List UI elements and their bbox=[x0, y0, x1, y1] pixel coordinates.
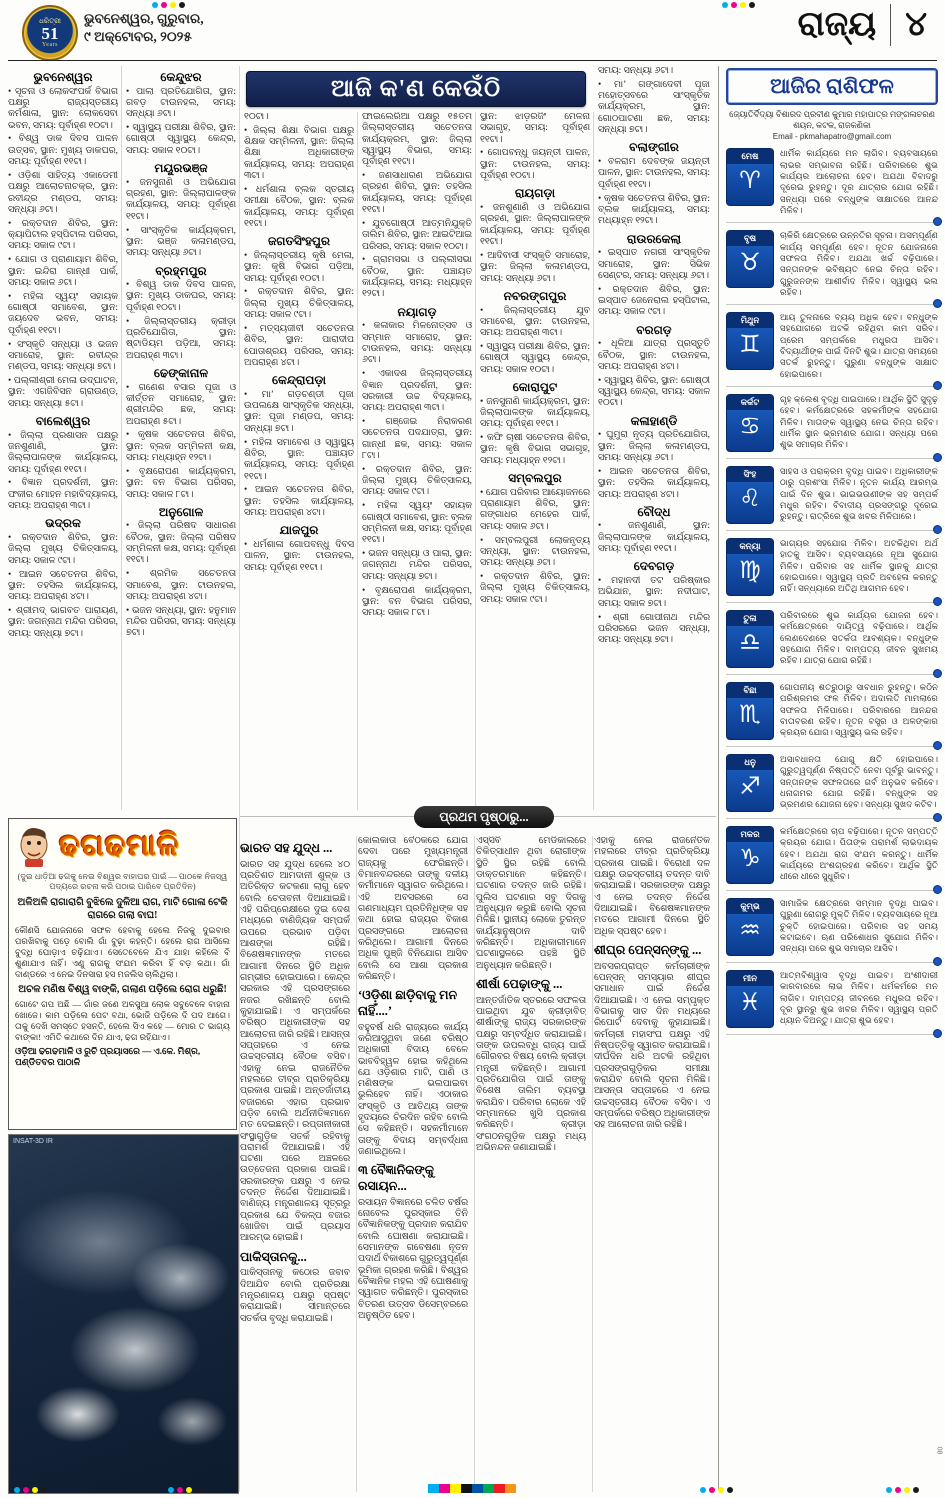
page-code: 08 bbox=[935, 1446, 943, 1455]
humor-title: ଢଗଢମାଳି bbox=[59, 829, 180, 862]
humor-credit: ଓଡ଼ିଆ ଢଗଢମାଳି ଓ ରୁଚି ପ୍ରୟାସରେ — ଏ.କେ. ମିଶ୍ର, ପଣ୍ଡିତବର ପାଠାଳି bbox=[15, 1045, 201, 1067]
horoscope-byline: ଜ୍ୟୋତିର୍ବିଦ୍ୟା ବିଶାରଦ ପ୍ରବୀଣ କୁମାର ମହାପାତ୍ର ମଙ୍ଗଳାଚରଣ ଶୟନ, କଟକ, ରାଜକଣିକା bbox=[729, 110, 935, 131]
horoscope-text: ସାମାଜିକ କ୍ଷେତ୍ରରେ ସମ୍ମାନ ବୃଦ୍ଧି ପାଇବ। ପୁରୁଣା ରୋଗରୁ ମୁକ୍ତି ମିଳିବ। ବ୍ୟବସାୟରେ ନୂଆ ଚୁକ୍ତି ହୋଇପାରେ। ପରିବାର ସହ ସମୟ କଟାଇବେ। ଋଣ ପରିଶୋଧର ସୁଯୋଗ ମିଳିବ। ସନ୍ଧ୍ୟା ପରେ ଶୁଭ ସମାଚାର ଆସିବ। bbox=[780, 898, 938, 954]
listing-item: • ଗଣେଶ ବସାର ପୂଜା ଓ କୀର୍ତ୍ତନ ସମାରୋହ, ସ୍ଥାନ: ଶ୍ରୀମନ୍ଦିର ଛକ, ସମୟ: ଅପରାହ୍ଣ ୫ଟା। bbox=[126, 382, 236, 427]
zodiac-symbol-icon: ♑ bbox=[739, 844, 761, 872]
color-strip-square bbox=[505, 1484, 516, 1493]
district-heading: ନବରଙ୍ଗପୁର bbox=[503, 288, 567, 303]
section-name: ରାଜ୍ୟ bbox=[797, 6, 877, 43]
registration-dot bbox=[709, 1487, 715, 1493]
logo-years-label: Years bbox=[42, 42, 58, 48]
news-subheadline: ଶୀର୍ଷା ପେଢ଼ାଙ୍କୁ ... bbox=[476, 976, 563, 991]
horoscope-title: ଆଜିର ରାଶିଫଳ bbox=[770, 74, 894, 98]
listing-column-2 bbox=[126, 66, 236, 814]
registration-dot bbox=[749, 2, 755, 8]
news-paragraph: ଭାରତ ସହ ଯୁଦ୍ଧ ହେଲେ ୪୦ ପ୍ରତିଶତ ଆମଦାନୀ ଶୁଳ୍କ ଓ ଅତିରିକ୍ତ କଟକଣା ଲାଗୁ ହେବ ବୋଲି ଚେତାବନୀ ଦିଆଯାଇଛି। ଏହି ପରିପ୍ରେକ୍ଷୀରେ ଦୁଇ ଦେଶ ମଧ୍ୟରେ ବାଣିଜ୍ୟିକ ସମ୍ପର୍କ ଉପରେ ପ୍ରଭାବ ପଡ଼ିବା ଆଶଙ୍କା ରହିଛି। ବିଶେଷଜ୍ଞମାନଙ୍କ ମତରେ ଆଗାମୀ ଦିନରେ ସ୍ଥିତି ଅଧିକ ଗମ୍ଭୀର ହୋଇପାରେ। କେନ୍ଦ୍ର ସରକାର ଏହି ପ୍ରସଙ୍ଗରେ ନଜର ରଖିଛନ୍ତି ବୋଲି କୁହାଯାଇଛି। ଏ ସମ୍ପର୍କରେ ବରିଷ୍ଠ ଅଧିକାରୀଙ୍କ ସହ ଆଲୋଚନା ଜାରି ରହିଛି। ଆସନ୍ତା ସପ୍ତାହରେ ଏ ନେଇ ଉଚ୍ଚସ୍ତରୀୟ ବୈଠକ ବସିବ। ଏହାକୁ ନେଇ ରାଜନୈତିକ ମହଲରେ ତୀବ୍ର ପ୍ରତିକ୍ରିୟା ପ୍ରକାଶ ପାଇଛି। ଅନ୍ତର୍ଜାତୀୟ ବଜାରରେ ଏହାର ପ୍ରଭାବ ପଡ଼ିବ ବୋଲି ଅର୍ଥନୀତିଜ୍ଞମାନେ ମତ ଦେଇଛନ୍ତି। ରପ୍ତାନୀକାରୀ ସଂସ୍ଥାଗୁଡ଼ିକ ସତର୍କ ରହିବାକୁ ପରାମର୍ଶ ଦିଆଯାଇଛି। ଏହି ଘଟଣା ପରେ ଅଞ୍ଚଳରେ ଉତ୍ତେଜନା ପ୍ରକାଶ ପାଇଛି। ସରକାରଙ୍କ ପକ୍ଷରୁ ଏ ନେଇ ତଦନ୍ତ ନିର୍ଦ୍ଦେଶ ଦିଆଯାଇଛି। ବାଣିଜ୍ୟ ମନ୍ତ୍ରଣାଳୟ ସୂତ୍ରରୁ ପ୍ରକାଶ ଯେ ବିକଳ୍ପ ବଜାର ଖୋଜିବା ପାଇଁ ପ୍ରୟାସ ଆରମ୍ଭ ହୋଇଛି। bbox=[240, 859, 350, 1244]
registration-dot bbox=[722, 2, 728, 8]
horoscope-entry bbox=[726, 819, 938, 891]
page-number: ୪ bbox=[905, 6, 927, 43]
registration-dot bbox=[179, 2, 185, 8]
listing-item: • ଭଜନ ସନ୍ଧ୍ୟା ଓ ପାଲା, ସ୍ଥାନ: ଜଗନ୍ନାଥ ମନ୍ଦିର ପରିସର, ସମୟ: ସନ୍ଧ୍ୟା ୭ଟା। bbox=[362, 549, 472, 582]
district-heading: ବ୍ରହ୍ମପୁର bbox=[155, 263, 207, 278]
zodiac-name: ମିଥୁନ bbox=[727, 313, 773, 328]
zodiac-symbol-icon: ♈ bbox=[739, 166, 761, 195]
listing-item: • ଧର୍ମଶାଳା ଗୋପବନ୍ଧୁ ଦିବସ ପାଳନ, ସ୍ଥାନ: ଟାଉନହଲ, ସମୟ: ପୂର୍ବାହ୍ଣ ୧୧ଟା। bbox=[244, 540, 354, 573]
listing-item: • ସ୍ୱାସ୍ଥ୍ୟ ପରୀକ୍ଷା ଶିବିର, ସ୍ଥାନ: ଗୋଷ୍ଠୀ ସ୍ୱାସ୍ଥ୍ୟ କେନ୍ଦ୍ର, ସମୟ: ସକାଳ ୧୦ଟା। bbox=[480, 342, 590, 375]
listing-item: • ଜନସୁନାଣି କାର୍ଯ୍ୟକ୍ରମ, ସ୍ଥାନ: ଜିଲ୍ଲାପାଳଙ୍କ କାର୍ଯ୍ୟାଳୟ, ସମୟ: ପୂର୍ବାହ୍ଣ ୧୧ଟା। bbox=[480, 396, 590, 430]
district-heading: ଭଦ୍ରକ bbox=[45, 516, 81, 531]
column-rule bbox=[593, 112, 594, 810]
listing-item: • ଆଇନ ସଚେତନତା ଶିବିର, ସ୍ଥାନ: ତହସିଲ କାର୍ଯ୍ୟାଳୟ, ସମୟ: ଅପରାହ୍ଣ ୪ଟା। bbox=[8, 569, 118, 603]
continuation-column-4 bbox=[594, 836, 710, 1492]
listings-title-banner: ଆଜି କ'ଣ କେଉଁଠି bbox=[246, 71, 586, 107]
district-heading: ରାୟଗଡ଼ା bbox=[514, 186, 556, 201]
horoscope-text: ଆତ୍ମବିଶ୍ୱାସ ବୃଦ୍ଧି ପାଇବ। ଅଂଶୀଦାରୀ କାରବାରରେ ଲାଭ ମିଳିବ। ଧର୍ମକର୍ମରେ ମନ ଲାଗିବ। ଦାମ୍ପତ୍ୟ ଜୀବନରେ ମଧୁରତା ରହିବ। ଦୂର ସ୍ଥାନରୁ ଶୁଭ ଖବର ମିଳିବ। ସ୍ୱାସ୍ଥ୍ୟ ପ୍ରତି ଧ୍ୟାନ ଦିଅନ୍ତୁ। ଯାତ୍ରା ଶୁଭ ହେବ। bbox=[780, 970, 938, 1026]
color-strip-square bbox=[494, 1484, 505, 1493]
district-heading: ବାଲେଶ୍ୱର bbox=[35, 413, 91, 428]
zodiac-icon bbox=[726, 970, 774, 1028]
column-rule bbox=[592, 836, 593, 1492]
registration-dot bbox=[41, 1487, 47, 1493]
listing-item: • ଗଞ୍ଜେଇ ନିରାକରଣ ସଚେତନତା ପଦଯାତ୍ରା, ସ୍ଥାନ: ଗାନ୍ଧୀ ଛକ, ସମୟ: ସକାଳ ୮ଟା। bbox=[362, 417, 472, 461]
news-paragraph: ପାକିସ୍ତାନକୁ କଠୋର ଜବାବ ଦିଆଯିବ ବୋଲି ପ୍ରତିରକ୍ଷା ମନ୍ତ୍ରଣାଳୟ ପକ୍ଷରୁ ସ୍ପଷ୍ଟ କରାଯାଇଛି। ସୀମାନ୍ତରେ ସତର୍କତା ବୃଦ୍ଧି କରାଯାଇଛି। bbox=[240, 1268, 350, 1324]
registration-dot bbox=[170, 2, 176, 8]
horoscope-entry bbox=[726, 603, 938, 675]
horoscope-text: ଆୟ ତୁଳନାରେ ବ୍ୟୟ ଅଧିକ ହେବ। ବନ୍ଧୁଙ୍କ ସହଯୋଗରେ ଅଟକି ରହିଥିବା କାମ ସରିବ। ପ୍ରେମ ସମ୍ପର୍କରେ ମଧୁରତା ଆସିବ। ବିଦ୍ୟାର୍ଥୀଙ୍କ ପାଇଁ ଦିନଟି ଶୁଭ। ଯାତ୍ରା ସମୟରେ ସତର୍କ ରୁହନ୍ତୁ। ପୁରୁଣା ବନ୍ଧୁଙ୍କ ସାକ୍ଷାତ ହୋଇପାରେ। bbox=[780, 312, 938, 379]
color-strip-square bbox=[461, 1484, 472, 1493]
listing-item: • ଜନଶୁଣାଣି, ସ୍ଥାନ: ଜିଲ୍ଲାପାଳଙ୍କ କାର୍ଯ୍ୟାଳୟ, ସମୟ: ପୂର୍ବାହ୍ଣ ୧୧ଟା। bbox=[598, 521, 710, 555]
registration-dot bbox=[161, 2, 167, 8]
humor-verse: ଅଳିଅଳି ରାଗାରାଗି ବୁଝିଲେ ଦୁଳିଆ ରାଗ, ମାଟି ଗୋଳା ଟେକି ରାଗରେ ଗଲା ବାଘ! bbox=[17, 896, 228, 921]
listing-item: • ଆଇନ ସଚେତନତା ଶିବିର, ସ୍ଥାନ: ତହସିଲ କାର୍ଯ୍ୟାଳୟ, ସମୟ: ଅପରାହ୍ଣ ୪ଟା। bbox=[598, 466, 710, 500]
humor-header bbox=[15, 823, 230, 869]
color-strip-square bbox=[483, 1484, 494, 1493]
horoscope-text: କର୍ମକ୍ଷେତ୍ରରେ ଚାପ ବଢ଼ିପାରେ। ନୂତନ ସମ୍ପତ୍ତି କ୍ରୟର ଯୋଗ। ପିତାଙ୍କ ପରାମର୍ଶ ଲାଭଦାୟକ ହେବ। ଅଯଥା ରାଗ ସଂଯମ କରନ୍ତୁ। ଧାର୍ମିକ କାର୍ଯ୍ୟରେ ଅଂଶଗ୍ରହଣ କରିବେ। ଆର୍ଥିକ ସ୍ଥିତି ଧୀରେ ଧୀରେ ସୁଧୁରିବ। bbox=[780, 826, 938, 882]
zodiac-name: କୁମ୍ଭ bbox=[727, 899, 773, 914]
zodiac-name: କର୍କଟ bbox=[727, 395, 773, 410]
listing-item: • ସମ୍ବଲପୁରୀ ଲୋକନୃତ୍ୟ ସନ୍ଧ୍ୟା, ସ୍ଥାନ: ଟାଉନହଲ, ସମୟ: ସନ୍ଧ୍ୟା ୬ଟା। bbox=[480, 535, 590, 569]
column-rule bbox=[475, 112, 476, 810]
horoscope-entry bbox=[726, 675, 938, 747]
registration-dot bbox=[740, 2, 746, 8]
masthead-rule bbox=[8, 60, 937, 61]
listing-item: ସମୟ: ସନ୍ଧ୍ୟା ୬ଟା। bbox=[598, 66, 674, 76]
listing-column-3 bbox=[244, 112, 354, 808]
listing-item: • କୃଷକ ସଚେତନତା ଶିବିର, ସ୍ଥାନ: ବ୍ଲକ କାର୍ଯ୍ୟାଳୟ, ସମୟ: ମଧ୍ୟାହ୍ନ ୧୨ଟା। bbox=[598, 193, 710, 227]
listing-item: • ବିଜ୍ଞାନ ପ୍ରଦର୍ଶନୀ, ସ୍ଥାନ: ଫକୀର ମୋହନ ମହାବିଦ୍ୟାଳୟ, ସମୟ: ଅପରାହ୍ଣ ୩ଟା। bbox=[8, 478, 118, 512]
listing-item: • ଜିଲ୍ଲାସ୍ତରୀୟ କୃଷି ମେଳା, ସ୍ଥାନ: କୃଷି ବିଭାଗ ପଡ଼ିଆ, ସମୟ: ପୂର୍ବାହ୍ଣ ୧୦ଟା। bbox=[244, 250, 354, 284]
listing-item: • ଶ୍ରୀ ଗୋପୀନାଥ ମନ୍ଦିର ପରିସରରେ ଭଜନ ସନ୍ଧ୍ୟା, ସମୟ: ସନ୍ଧ୍ୟା ୭ଟା। bbox=[598, 612, 710, 646]
zodiac-icon bbox=[726, 230, 774, 288]
masthead bbox=[0, 0, 945, 60]
zodiac-name: ମେଷ bbox=[727, 149, 773, 164]
horoscope-entry bbox=[726, 141, 938, 223]
zodiac-icon bbox=[726, 312, 774, 370]
listing-item: • ବିଶ୍ୱ ଡାକ ଦିବସ ପାଳନ ଉତ୍ସବ, ସ୍ଥାନ: ମୁଖ୍ୟ ଡାକଘର, ସମୟ: ପୂର୍ବାହ୍ଣ ୧୧ଟା। bbox=[8, 134, 118, 168]
logo-top-text: ଧରିତ୍ରୀ bbox=[39, 17, 61, 25]
listing-item: • ରକ୍ତଦାନ ଶିବିର, ସ୍ଥାନ: ଇସ୍ପାତ ଜେନେରାଲ ହସ୍ପିଟାଲ, ସମୟ: ସକାଳ ୯ଟା। bbox=[598, 284, 710, 318]
listing-item: • ସାଂସ୍କୃତିକ କାର୍ଯ୍ୟକ୍ରମ, ସ୍ଥାନ: ଭଞ୍ଜ କଳାମଣ୍ଡପ, ସମୟ: ସନ୍ଧ୍ୟା ୬ଟା। bbox=[126, 225, 236, 259]
dateline bbox=[84, 10, 274, 46]
zodiac-symbol-icon: ♉ bbox=[739, 248, 761, 277]
horoscope-text: ଅସାବଧାନତା ଯୋଗୁ କ୍ଷତି ହୋଇପାରେ। ଗୁରୁତ୍ୱପୂର୍ଣ୍ଣ ନିଷ୍ପତ୍ତି ନେବା ପୂର୍ବରୁ ଭାବନ୍ତୁ। ସନ୍ତାନଙ୍କ ସଫଳତାରେ ଗର୍ବ ଅନୁଭବ କରିବେ। ଧନାଗମର ଯୋଗ ରହିଛି। ବନ୍ଧୁଙ୍କ ସହ ଭ୍ରମଣର ଯୋଜନା ହେବ। ସନ୍ଧ୍ୟା ସୁଖଦ କଟିବ। bbox=[780, 754, 938, 810]
zodiac-symbol-icon: ♋ bbox=[739, 412, 761, 440]
listing-item: • ମହିଳା ସମାବେଶ ଓ ସ୍ୱାସ୍ଥ୍ୟ ଶିବିର, ସ୍ଥାନ: ପଞ୍ଚାୟତ କାର୍ଯ୍ୟାଳୟ, ସମୟ: ପୂର୍ବାହ୍ଣ ୧୧ଟା। bbox=[244, 437, 354, 482]
horoscope-text: ଚାକିରି କ୍ଷେତ୍ରରେ ଉନ୍ନତିର ସୂଚନା। ଅସମ୍ପୂର୍ଣ୍ଣ କାର୍ଯ୍ୟ ସମ୍ପୂର୍ଣ୍ଣ ହେବ। ନୂତନ ଯୋଜନାରେ ସଫଳତା ମିଳିବ। ଅଯଥା ଖର୍ଚ୍ଚ ବଢ଼ିପାରେ। ସନ୍ତାନଙ୍କ ଭବିଷ୍ୟତ ନେଇ ଚିନ୍ତା ରହିବ। ଗୁରୁଜନଙ୍କ ଆଶୀର୍ବାଦ ମିଳିବ। ସ୍ୱାସ୍ଥ୍ୟ ଭଲ ରହିବ। bbox=[780, 230, 938, 297]
news-paragraph: ଆନ୍ତର୍ଜାତିକ ସ୍ତରରେ ସଫଳତା ପାଇଥିବା ଯୁବ କ୍ରୀଡ଼ାବିତ୍ ଶୀର୍ଷାଙ୍କୁ ରାଜ୍ୟ ସରକାରଙ୍କ ପକ୍ଷରୁ ସମ୍ବର୍ଦ୍ଧିତ କରାଯାଇଛି। ତାଙ୍କ ଉପଲବ୍ଧି ରାଜ୍ୟ ପାଇଁ ଗୌରବର ବିଷୟ ବୋଲି କ୍ରୀଡ଼ା ମନ୍ତ୍ରୀ କହିଛନ୍ତି। ଆଗାମୀ ପ୍ରତିଯୋଗିତା ପାଇଁ ତାଙ୍କୁ ବିଶେଷ ତାଲିମ ବ୍ୟବସ୍ଥା କରାଯିବ। ପରିବାର ଲୋକେ ଏହି ସମ୍ମାନରେ ଖୁସି ପ୍ରକାଶ କରିଛନ୍ତି। କ୍ରୀଡ଼ା ସଂଗଠନଗୁଡ଼ିକ ପକ୍ଷରୁ ମଧ୍ୟ ଅଭିନନ୍ଦନ ଜଣାଯାଇଛି। bbox=[476, 995, 586, 1153]
registration-marks-bottom-left bbox=[168, 1487, 201, 1493]
registration-marks-top-left bbox=[152, 2, 185, 8]
district-heading: ଅନୁଗୋଳ bbox=[158, 504, 204, 519]
registration-dot bbox=[913, 1487, 919, 1493]
district-heading: କଳାହାଣ୍ଡି bbox=[630, 413, 678, 428]
registration-dot bbox=[718, 1487, 724, 1493]
district-heading: କେନ୍ଦୁଝର bbox=[160, 70, 202, 84]
listing-item: • ଜିଲ୍ଲା ପରିଷଦ ସାଧାରଣ ବୈଠକ, ସ୍ଥାନ: ଜିଲ୍ଲା ପରିଷଦ ସମ୍ମିଳନୀ କକ୍ଷ, ସମୟ: ପୂର୍ବାହ୍ଣ ୧୧ଟା। bbox=[126, 521, 236, 566]
listing-item: • କଫି ଚାଷୀ ସଚେତନତା ଶିବିର, ସ୍ଥାନ: କୃଷି ବିଭାଗ ସଭାଗୃହ, ସମୟ: ମଧ୍ୟାହ୍ନ ୧୨ଟା। bbox=[480, 433, 590, 466]
zodiac-icon bbox=[726, 682, 774, 740]
registration-dot bbox=[895, 1487, 901, 1493]
listing-item: • ଧର୍ମଶାଳା ବ୍ଲକ ସ୍ତରୀୟ ସମୀକ୍ଷା ବୈଠକ, ସ୍ଥାନ: ବ୍ଲକ କାର୍ଯ୍ୟାଳୟ, ସମୟ: ପୂର୍ବାହ୍ଣ ୧୧ଟା। bbox=[244, 184, 354, 229]
listing-item: • ମା’ ଗଡ଼ଚଣ୍ଡୀ ପୂଜା ଉପଲକ୍ଷେ ସାଂସ୍କୃତିକ ସନ୍ଧ୍ୟା, ସ୍ଥାନ: ପୂଜା ମଣ୍ଡପ, ସମୟ: ସନ୍ଧ୍ୟା ୭ଟା। bbox=[244, 389, 354, 434]
registration-marks-bottom-far-left bbox=[14, 1487, 47, 1493]
listing-item: ଫାଇଲେରିଆ ପକ୍ଷରୁ ୧୫ତମ ଜିଲ୍ଲାସ୍ତରୀୟ ସଚେତନତା କାର୍ଯ୍ୟକ୍ରମ, ସ୍ଥାନ: ଜିଲ୍ଲା ସ୍ୱାସ୍ଥ୍ୟ ବିଭାଗ, ସମୟ: ପୂର୍ବାହ୍ଣ ୧୧ଟା। bbox=[362, 112, 472, 168]
registration-dot bbox=[23, 1487, 29, 1493]
news-paragraph: ଏସ୍‌ସିବି ମେଡିକାଲରେ ଚିକିତ୍ସାଧୀନ ଥିବା ରୋଗୀଙ୍କ ସ୍ଥିତି ସ୍ଥିର ରହିଛି ବୋଲି ଡାକ୍ତରମାନେ କହିଛନ୍ତି। ଘଟଣାର ତଦନ୍ତ ଜାରି ରହିଛି। ପୁଲିସ ଘଟଣାର ସବୁ ଦିଗକୁ ଅନୁଧ୍ୟାନ କରୁଛି ବୋଲି ସୂଚନା ମିଳିଛି। ସ୍ଥାନୀୟ ଲୋକେ ତୁରନ୍ତ କାର୍ଯ୍ୟାନୁଷ୍ଠାନ ଦାବି କରିଛନ୍ତି। ଅଧିକାରୀମାନେ ଘଟଣାସ୍ଥଳରେ ପହଞ୍ଚି ସ୍ଥିତି ଅନୁଧ୍ୟାନ କରିଛନ୍ତି। bbox=[476, 836, 586, 971]
listing-item: • ମହିଳା ସ୍ୱୟଂ ସହାୟକ ଗୋଷ୍ଠୀ ସମାବେଶ, ସ୍ଥାନ: ଜୟଦେବ ଭବନ, ସମୟ: ପୂର୍ବାହ୍ଣ ୧୧ଟା। bbox=[8, 291, 118, 336]
horoscope-list bbox=[726, 141, 938, 1035]
listing-item: • ଧୂଳିଆ ଯାତ୍ରା ପ୍ରସ୍ତୁତି ବୈଠକ, ସ୍ଥାନ: ଟାଉନହଲ, ସମୟ: ଅପରାହ୍ଣ ୪ଟା। bbox=[598, 339, 710, 372]
column-rule bbox=[357, 112, 358, 810]
zodiac-icon bbox=[726, 394, 774, 452]
listing-item: ୧୦ଟା। bbox=[244, 112, 269, 122]
dateline-line1: ଭୁବନେଶ୍ୱର, ଗୁରୁବାର, bbox=[84, 11, 204, 26]
logo-years: 51 bbox=[41, 24, 59, 43]
horoscope-entry bbox=[726, 531, 938, 603]
news-paragraph: ରସାୟନ ବିଜ୍ଞାନରେ ଚଳିତ ବର୍ଷର ନୋବେଲ ପୁରସ୍କାର ତିନି ବୈଜ୍ଞାନିକଙ୍କୁ ପ୍ରଦାନ କରାଯିବ ବୋଲି ଘୋଷଣା କରାଯାଇଛି। ସେମାନଙ୍କ ଗବେଷଣା ନୂତନ ପଦାର୍ଥ ବିକାଶରେ ଗୁରୁତ୍ୱପୂର୍ଣ୍ଣ ଭୂମିକା ଗ୍ରହଣ କରିଛି। ବିଶ୍ୱର ବୈଜ୍ଞାନିକ ମହଲ ଏହି ଘୋଷଣାକୁ ସ୍ୱାଗତ କରିଛନ୍ତି। ପୁରସ୍କାର ବିତରଣ ଉତ୍ସବ ଡିସେମ୍ବରରେ ଅନୁଷ୍ଠିତ ହେବ। bbox=[358, 1197, 468, 1321]
listing-item: • ଆଇନ ସଚେତନତା ଶିବିର, ସ୍ଥାନ: ତହସିଲ କାର୍ଯ୍ୟାଳୟ, ସମୟ: ଅପରାହ୍ଣ ୪ଟା। bbox=[244, 485, 354, 519]
district-heading: କେନ୍ଦ୍ରାପଡ଼ା bbox=[271, 373, 327, 388]
listing-item: • ରକ୍ତଦାନ ଶିବିର, ସ୍ଥାନ: ଜିଲ୍ଲା ମୁଖ୍ୟ ଚିକିତ୍ସାଳୟ, ସମୟ: ସକାଳ ୯ଟା। bbox=[8, 533, 118, 566]
listing-item: • ଶ୍ରମିକ ସଚେତନତା ସମାବେଶ, ସ୍ଥାନ: ଟାଉନହଲ, ସମୟ: ଅପରାହ୍ଣ ୪ଟା। bbox=[126, 569, 236, 602]
column-rule bbox=[121, 66, 122, 810]
zodiac-symbol-icon: ♎ bbox=[739, 628, 761, 656]
registration-dot bbox=[186, 1487, 192, 1493]
listing-item: • ଜିଲ୍ଲାସ୍ତରୀୟ କ୍ରୀଡ଼ା ପ୍ରତିଯୋଗିତା, ସ୍ଥାନ: ଷ୍ଟାଡିୟମ ପଡ଼ିଆ, ସମୟ: ଅପରାହ୍ଣ ୩ଟା। bbox=[126, 316, 236, 361]
zodiac-icon bbox=[726, 610, 774, 668]
horoscope-text: ପରିବାରରେ ଶୁଭ କାର୍ଯ୍ୟର ଯୋଜନା ହେବ। କର୍ମକ୍ଷେତ୍ରରେ ଦାୟିତ୍ୱ ବଢ଼ିପାରେ। ଆର୍ଥିକ ଲେଣଦେଣରେ ସତର୍କତା ଆବଶ୍ୟକ। ବନ୍ଧୁଙ୍କ ସହଯୋଗ ମିଳିବ। ଦାମ୍ପତ୍ୟ ଜୀବନ ସୁଖମୟ ରହିବ। ଯାତ୍ରା ଯୋଗ ରହିଛି। bbox=[780, 610, 938, 666]
registration-dot bbox=[14, 1487, 20, 1493]
zodiac-name: ବିଛା bbox=[727, 683, 773, 698]
listing-item: • ଯୋଗ ପରିବାର ଆୟୋଜନରେ ପ୍ରାଣାୟାମ ଶିବିର, ସ୍ଥାନ: ଗଙ୍ଗାଧର ମେହେର ପାର୍କ, ସମୟ: ସକାଳ ୬ଟା। bbox=[480, 487, 590, 532]
horoscope-entry bbox=[726, 459, 938, 531]
zodiac-name: ଧନୁ bbox=[727, 755, 773, 770]
zodiac-name: ତୁଳା bbox=[727, 611, 773, 626]
registration-dot bbox=[904, 1487, 910, 1493]
humor-body: ଗୋଟେ ଗପ ଅଛି — ଗାଁର ଜଣେ ଅଳସୁଆ ଲୋକ ସବୁବେଳେ ବାହାନା ଖୋଜେ। କାମ ପଡ଼ିଲେ ପେଟ ବଥା, ଭୋଜି ପଡ଼ିଲେ ଦି ପଦ ଆଗେ। ତାକୁ ଦେଖି ସମସ୍ତେ ହସନ୍ତି, ହେଲେ ସିଏ କହେ — ମୋର ତ ଭାଗ୍ୟ ବାଙ୍କା! ଏମିତି କଥାରେ ଦିନ ଯାଏ, ଢଗ ରହିଯାଏ। bbox=[15, 998, 230, 1042]
listing-item: • ଜନଶୁଣାଣି ଓ ଅଭିଯୋଗ ଗ୍ରହଣ, ସ୍ଥାନ: ଜିଲ୍ଲାପାଳଙ୍କ କାର୍ଯ୍ୟାଳୟ, ସମୟ: ପୂର୍ବାହ୍ଣ ୧୧ଟା। bbox=[480, 203, 590, 248]
horoscope-entry bbox=[726, 963, 938, 1035]
listing-item: • ମା’ ଗଙ୍ଗାଦେବୀ ପୂଜା ମହୋତ୍ସବରେ ସାଂସ୍କୃତିକ କାର୍ଯ୍ୟକ୍ରମ, ସ୍ଥାନ: ଗୋଠପାଟଣା ଛକ, ସମୟ: ସନ୍ଧ୍ୟା ୭ଟା। bbox=[598, 79, 710, 136]
listing-item: • ଘୁମୁରା ନୃତ୍ୟ ପ୍ରତିଯୋଗିତା, ସ୍ଥାନ: ଜିଲ୍ଲା କଳାମଣ୍ଡପ, ସମୟ: ସନ୍ଧ୍ୟା ୬ଟା। bbox=[598, 430, 710, 464]
registration-marks-top-right bbox=[722, 2, 755, 8]
cartoon-face-icon bbox=[15, 823, 53, 869]
listing-item: • ରକ୍ତଦାନ ଶିବିର, ସ୍ଥାନ: କ୍ୟାପିଟାଲ ହସ୍ପିଟାଲ ପରିସର, ସମୟ: ସକାଳ ୯ଟା। bbox=[8, 218, 118, 252]
continuation-column-1 bbox=[240, 836, 350, 1492]
listing-item: • ଶ୍ରୀମଦ୍ ଭାଗବତ ପାରାୟଣ, ସ୍ଥାନ: ଜଗନ୍ନାଥ ମନ୍ଦିର ପରିସର, ସମୟ: ସନ୍ଧ୍ୟା ୭ଟା। bbox=[8, 606, 118, 639]
listing-item: • ରକ୍ତଦାନ ଶିବିର, ସ୍ଥାନ: ଜିଲ୍ଲା ମୁଖ୍ୟ ଚିକିତ୍ସାଳୟ, ସମୟ: ସକାଳ ୯ଟା। bbox=[362, 464, 472, 498]
listing-item: • ଇସ୍ପାତ ନଗରୀ ସାଂସ୍କୃତିକ ସମାରୋହ, ସ୍ଥାନ: ସିଭିକ ସେଣ୍ଟର, ସମୟ: ସନ୍ଧ୍ୟା ୬ଟା। bbox=[598, 248, 710, 281]
horoscope-text: ଭାଗ୍ୟର ସହଯୋଗ ମିଳିବ। ଅଟକିଥିବା ଅର୍ଥ ହାତକୁ ଆସିବ। ବ୍ୟବସାୟରେ ନୂଆ ସୁଯୋଗ ମିଳିବ। ପରିବାର ସହ ଧାର୍ମିକ ସ୍ଥାନକୁ ଯାତ୍ରା ହୋଇପାରେ। ସ୍ୱାସ୍ଥ୍ୟ ପ୍ରତି ଅବହେଳା କରନ୍ତୁ ନାହିଁ। ସନ୍ଧ୍ୟାରେ ଅତିଥି ଆଗମନ ହେବ। bbox=[780, 538, 938, 594]
color-control-strip bbox=[428, 1484, 516, 1493]
district-heading: ବଲାଙ୍ଗୀର bbox=[629, 140, 679, 155]
horoscope-entry bbox=[726, 223, 938, 305]
registration-dot bbox=[177, 1487, 183, 1493]
humor-intro: (ଦୁଇ ଧାଡ଼ିଆ ଢଗକୁ ନେଇ ବିଶ୍ୱର ବାହାଘର ପାଇଁ — ପାଠକେ ନିଜସ୍ୱ ପଦ୍ୟରେ ରଚନା କରି ପଠାଇ ପାରିବେ ପ୍ରତିଦିନ) bbox=[17, 872, 228, 892]
zodiac-icon bbox=[726, 754, 774, 812]
listing-item: • ବୃକ୍ଷରୋପଣ କାର୍ଯ୍ୟକ୍ରମ, ସ୍ଥାନ: ବନ ବିଭାଗ ପରିସର, ସମୟ: ସକାଳ ୮ଟା। bbox=[126, 466, 236, 500]
horoscope-text: ଗୋପନୀୟ ଶତ୍ରୁଠାରୁ ସାବଧାନ ରୁହନ୍ତୁ। କଠିନ ପରିଶ୍ରମର ଫଳ ମିଳିବ। ଅଦାଲତି ମାମଲାରେ ସଫଳତା ମିଳିପାରେ। ପରିବାରରେ ଆନନ୍ଦର ବାତାବରଣ ରହିବ। ନୂତନ ବସ୍ତ୍ର ଓ ଅଳଙ୍କାର କ୍ରୟର ଯୋଗ। ସ୍ୱାସ୍ଥ୍ୟ ଭଲ ରହିବ। bbox=[780, 682, 938, 738]
zodiac-symbol-icon: ♊ bbox=[739, 330, 761, 359]
anniversary-logo bbox=[22, 5, 78, 61]
horoscope-entry bbox=[726, 891, 938, 963]
horoscope-entry bbox=[726, 747, 938, 819]
humor-verse: ଅଚଳ ମଣିଷ ବିଶ୍ୱ ବାଙ୍କି, ଗଲାଣ ପଡ଼ିଲେ ରୋଗ ଧରୁଛି! bbox=[18, 983, 227, 995]
listing-item: • ଜନସୁନାଣି ଓ ଅଭିଯୋଗ ଗ୍ରହଣ, ସ୍ଥାନ: ଜିଲ୍ଲାପାଳଙ୍କ କାର୍ଯ୍ୟାଳୟ, ସମୟ: ପୂର୍ବାହ୍ଣ ୧୧ଟା। bbox=[126, 177, 236, 222]
listing-item: • ଆଦିବାସୀ ସଂସ୍କୃତି ସମାରୋହ, ସ୍ଥାନ: ଜିଲ୍ଲା କଳାମଣ୍ଡପ, ସମୟ: ସନ୍ଧ୍ୟା ୬ଟା। bbox=[480, 250, 590, 284]
column-rule bbox=[356, 836, 357, 1492]
horoscope-text: ଗୃହ କ୍ଲେଶ ବୃଦ୍ଧି ପାଇପାରେ। ଆର୍ଥିକ ସ୍ଥିତି ସୁଦୃଢ଼ ହେବ। କର୍ମକ୍ଷେତ୍ରରେ ସହକର୍ମୀଙ୍କ ସହଯୋଗ ମିଳିବ। ମାତାଙ୍କ ସ୍ୱାସ୍ଥ୍ୟ ନେଇ ଚିନ୍ତା ରହିବ। ଧାର୍ମିକ ସ୍ଥାନ ଭ୍ରମଣର ଯୋଗ। ସନ୍ଧ୍ୟା ପରେ ଶୁଭ ସମାଚାର ମିଳିବ। bbox=[780, 394, 938, 450]
zodiac-name: ସିଂହ bbox=[727, 467, 773, 482]
district-heading: ଭୁବନେଶ୍ୱର bbox=[33, 70, 93, 84]
registration-dot bbox=[727, 1487, 733, 1493]
district-heading: ବୌଦ୍ଧ bbox=[637, 504, 671, 519]
listing-item: • ଯୁବଗୋଷ୍ଠୀ ଆତ୍ମନିଯୁକ୍ତି ତାଲିମ ଶିବିର, ସ୍ଥାନ: ଆଇଟିଆଇ ପରିସର, ସମୟ: ସକାଳ ୧୦ଟା। bbox=[362, 218, 472, 252]
registration-marks-bottom-right bbox=[700, 1487, 733, 1493]
humor-column bbox=[8, 818, 237, 1130]
listing-item: • କୃଷକ ସଚେତନତା ଶିବିର, ସ୍ଥାନ: ବ୍ଲକ ସମ୍ମିଳନୀ କକ୍ଷ, ସମୟ: ମଧ୍ୟାହ୍ନ ୧୨ଟା। bbox=[126, 430, 236, 464]
zodiac-icon bbox=[726, 898, 774, 956]
news-paragraph: ଅବସରପ୍ରାପ୍ତ କର୍ମଚାରୀଙ୍କ ପେନ୍‌ସନ୍ ସମସ୍ୟାର ଶୀଘ୍ର ସମାଧାନ ପାଇଁ ନିର୍ଦ୍ଦେଶ ଦିଆଯାଇଛି। ଏ ନେଇ ସମ୍ପୃକ୍ତ ବିଭାଗକୁ ସାତ ଦିନ ମଧ୍ୟରେ ରିପୋର୍ଟ ଦେବାକୁ କୁହାଯାଇଛି। କର୍ମଚାରୀ ମହାସଂଘ ପକ୍ଷରୁ ଏହି ନିଷ୍ପତ୍ତିକୁ ସ୍ୱାଗତ କରାଯାଇଛି। ଦୀର୍ଘଦିନ ଧରି ଅଟକି ରହିଥିବା ପ୍ରସଙ୍ଗଗୁଡ଼ିକର ସମୀକ୍ଷା କରାଯିବ ବୋଲି ସୂଚନା ମିଳିଛି। ଆସନ୍ତା ସପ୍ତାହରେ ଏ ନେଇ ଉଚ୍ଚସ୍ତରୀୟ ବୈଠକ ବସିବ। ଏ ସମ୍ପର୍କରେ ବରିଷ୍ଠ ଅଧିକାରୀଙ୍କ ସହ ଆଲୋଚନା ଜାରି ରହିଛି। bbox=[594, 961, 710, 1131]
column-rule bbox=[474, 836, 475, 1492]
listing-column-5 bbox=[480, 112, 590, 808]
news-subheadline: ଶୀଘ୍ର ପେନ୍‌ସନ୍‌ଙ୍କୁ ... bbox=[594, 942, 702, 957]
listing-item: • ଗୋପବନ୍ଧୁ ଜୟନ୍ତୀ ପାଳନ, ସ୍ଥାନ: ଟାଉନହଲ, ସମୟ: ପୂର୍ବାହ୍ଣ ୧୦ଟା। bbox=[480, 148, 590, 182]
listing-item: • ଜିଲ୍ଲା ଶିକ୍ଷା ବିଭାଗ ପକ୍ଷରୁ ଶିକ୍ଷକ ସମ୍ମିଳନୀ, ସ୍ଥାନ: ଜିଲ୍ଲା ଶିକ୍ଷା ଅଧିକାରୀଙ୍କ କାର୍ଯ୍ୟାଳୟ, ସମୟ: ଅପରାହ୍ଣ ୩ଟା। bbox=[244, 125, 354, 182]
zodiac-icon bbox=[726, 148, 774, 206]
horoscope-section bbox=[726, 68, 938, 1035]
listing-item: ସ୍ଥାନ: ଝାଡ଼ରଜିଂ ମେଳନା ସଭାଗୃହ, ସମୟ: ପୂର୍ବାହ୍ଣ ୧୧ଟା। bbox=[480, 112, 590, 145]
district-heading: କୋରାପୁଟ bbox=[512, 379, 558, 394]
listing-item: • ଓଡ଼ିଶା ସାହିତ୍ୟ ଏକାଡେମୀ ପକ୍ଷରୁ ଆଲୋଚନାଚକ୍ର, ସ୍ଥାନ: ରବୀନ୍ଦ୍ର ମଣ୍ଡପ, ସମୟ: ସନ୍ଧ୍ୟା ୬ଟା। bbox=[8, 170, 118, 215]
listing-item: • ଜଣସାଧାରଣ ଅଭିଯୋଗ ଗ୍ରହଣ ଶିବିର, ସ୍ଥାନ: ତହସିଲ କାର୍ଯ୍ୟାଳୟ, ସମୟ: ପୂର୍ବାହ୍ଣ ୧୧ଟା। bbox=[362, 171, 472, 216]
district-heading: ରାଉରକେଲା bbox=[626, 231, 682, 246]
district-heading: ସମ୍ବଲପୁର bbox=[508, 471, 562, 486]
news-paragraph: ଏହାକୁ ନେଇ ରାଜନୈତିକ ମହଲରେ ତୀବ୍ର ପ୍ରତିକ୍ରିୟା ପ୍ରକାଶ ପାଇଛି। ବିରୋଧୀ ଦଳ ପକ୍ଷରୁ ଉଚ୍ଚସ୍ତରୀୟ ତଦନ୍ତ ଦାବି କରାଯାଇଛି। ସରକାରଙ୍କ ପକ୍ଷରୁ ଏ ନେଇ ତଦନ୍ତ ନିର୍ଦ୍ଦେଶ ଦିଆଯାଇଛି। ବିଶେଷଜ୍ଞମାନଙ୍କ ମତରେ ଆଗାମୀ ଦିନରେ ସ୍ଥିତି ଅଧିକ ସ୍ପଷ୍ଟ ହେବ। bbox=[594, 836, 710, 937]
listing-item: • ଗ୍ରାମସଭା ଓ ପଲ୍ଲୀସଭା ବୈଠକ, ସ୍ଥାନ: ପଞ୍ଚାୟତ କାର୍ଯ୍ୟାଳୟ, ସମୟ: ମଧ୍ୟାହ୍ନ ୧୨ଟା। bbox=[362, 255, 472, 300]
listing-item: • ମତ୍ସ୍ୟଜୀବୀ ସଚେତନତା ଶିବିର, ସ୍ଥାନ: ପାରାଦୀପ ପୋତାଶ୍ରୟ ପରିସର, ସମୟ: ଅପରାହ୍ଣ ୪ଟା। bbox=[244, 323, 354, 368]
zodiac-name: ମକର bbox=[727, 827, 773, 842]
listing-item: • ପଲ୍ଲୀଶ୍ରୀ ମେଳା ଉଦ୍‌ଘାଟନ, ସ୍ଥାନ: ଏଗଜିବିସନ ଗ୍ରାଉଣ୍ଡ, ସମୟ: ସନ୍ଧ୍ୟା ୫ଟା। bbox=[8, 376, 118, 409]
listing-item: • ବୃକ୍ଷରୋପଣ କାର୍ଯ୍ୟକ୍ରମ, ସ୍ଥାନ: ବନ ବିଭାଗ ପରିସର, ସମୟ: ସକାଳ ୮ଟା। bbox=[362, 585, 472, 619]
zodiac-icon bbox=[726, 466, 774, 524]
section-divider bbox=[890, 4, 891, 46]
district-heading: ଦେବଗଡ଼ bbox=[633, 559, 675, 574]
listing-item: • ରକ୍ତଦାନ ଶିବିର, ସ୍ଥାନ: ଜିଲ୍ଲା ମୁଖ୍ୟ ଚିକିତ୍ସାଳୟ, ସମୟ: ସକାଳ ୯ଟା। bbox=[480, 572, 590, 605]
registration-dot bbox=[195, 1487, 201, 1493]
listing-item: • ଭଜନ ସନ୍ଧ୍ୟା, ସ୍ଥାନ: ହନୁମାନ ମନ୍ଦିର ପରିସର, ସମୟ: ସନ୍ଧ୍ୟା ୭ଟା। bbox=[126, 605, 236, 639]
color-strip-square bbox=[428, 1484, 439, 1493]
listing-item: • ଏକାଦଶ ଜିଲ୍ଲାସ୍ତରୀୟ ବିଜ୍ଞାନ ପ୍ରଦର୍ଶନୀ, ସ୍ଥାନ: ସରକାରୀ ଉଚ୍ଚ ବିଦ୍ୟାଳୟ, ସମୟ: ଅପରାହ୍ଣ ୩ଟା। bbox=[362, 369, 472, 414]
zodiac-name: ବୃଷ bbox=[727, 231, 773, 246]
listing-item: • ସ୍ୱାସ୍ଥ୍ୟ ଶିବିର, ସ୍ଥାନ: ଗୋଷ୍ଠୀ ସ୍ୱାସ୍ଥ୍ୟ କେନ୍ଦ୍ର, ସମୟ: ସକାଳ ୧୦ଟା। bbox=[598, 375, 710, 409]
district-heading: ଢେଙ୍କାନାଳ bbox=[153, 365, 209, 380]
zodiac-symbol-icon: ♐ bbox=[739, 772, 761, 800]
listing-item: • ଜିଲ୍ଲା ପ୍ରଶାସନ ପକ୍ଷରୁ ଜନଶୁଣାଣି, ସ୍ଥାନ: ଜିଲ୍ଲାପାଳଙ୍କ କାର୍ଯ୍ୟାଳୟ, ସମୟ: ପୂର୍ବାହ୍ଣ ୧୧ଟା। bbox=[8, 430, 118, 475]
listing-item: • ମହାନଦୀ ତଟ ପରିଷ୍କାର ଅଭିଯାନ, ସ୍ଥାନ: ନଦୀଘାଟ, ସମୟ: ସକାଳ ୭ଟା। bbox=[598, 576, 710, 609]
color-strip-square bbox=[472, 1484, 483, 1493]
listing-item: • ପାଲା ପ୍ରତିଯୋଗିତା, ସ୍ଥାନ: ଗବଡ଼ ଟାଉନହଲ, ସମୟ: ସନ୍ଧ୍ୟା ୬ଟା। bbox=[126, 86, 236, 120]
zodiac-name: କନ୍ୟା bbox=[727, 539, 773, 554]
listing-item: • ରକ୍ତଦାନ ଶିବିର, ସ୍ଥାନ: ଜିଲ୍ଲା ମୁଖ୍ୟ ଚିକିତ୍ସାଳୟ, ସମୟ: ସକାଳ ୯ଟା। bbox=[244, 287, 354, 321]
district-heading: ନୟାଗଡ଼ bbox=[397, 304, 437, 319]
listing-column-1 bbox=[8, 66, 118, 814]
dateline-line2: ୯ ଅକ୍ଟୋବର, ୨୦୨୫ bbox=[84, 29, 192, 45]
listing-item: • ସ୍ୱାସ୍ଥ୍ୟ ପରୀକ୍ଷା ଶିବିର, ସ୍ଥାନ: ଗୋଷ୍ଠୀ ସ୍ୱାସ୍ଥ୍ୟ କେନ୍ଦ୍ର, ସମୟ: ସକାଳ ୧୦ଟା। bbox=[126, 123, 236, 156]
horoscope-title-box bbox=[726, 68, 938, 105]
district-heading: ବରଗଡ଼ bbox=[636, 322, 672, 337]
continuation-column-2 bbox=[358, 836, 468, 1492]
registration-dot bbox=[731, 2, 737, 8]
zodiac-icon bbox=[726, 538, 774, 596]
horoscope-entry bbox=[726, 387, 938, 459]
continuation-column-3 bbox=[476, 836, 586, 1492]
humor-body bbox=[15, 872, 230, 1068]
horoscope-entry bbox=[726, 305, 938, 387]
horoscope-text: ସାହସ ଓ ପରାକ୍ରମ ବୃଦ୍ଧି ପାଇବ। ଅଧିକାରୀଙ୍କ ଠାରୁ ପ୍ରଶଂସା ମିଳିବ। ନୂତନ କାର୍ଯ୍ୟ ଆରମ୍ଭ ପାଇଁ ଦିନ ଶୁଭ। ଭାଇଭଉଣୀଙ୍କ ସହ ସମ୍ପର୍କ ମଧୁର ରହିବ। ବିବାଦୀୟ ପ୍ରସଙ୍ଗରୁ ଦୂରେଇ ରୁହନ୍ତୁ। ରାତ୍ରିରେ ଶୁଭ ଖବର ମିଳିପାରେ। bbox=[780, 466, 938, 522]
zodiac-icon bbox=[726, 826, 774, 884]
zodiac-symbol-icon: ♓ bbox=[739, 988, 761, 1016]
from-page-one-badge: ପ୍ରଥମ ପୃଷ୍ଠାରୁ... bbox=[414, 806, 554, 828]
listing-item: • ସଂସ୍କୃତି ସନ୍ଧ୍ୟା ଓ ଭଜନ ସମାରୋହ, ସ୍ଥାନ: ରବୀନ୍ଦ୍ର ମଣ୍ଡପ, ସମୟ: ସନ୍ଧ୍ୟା ୭ଟା। bbox=[8, 339, 118, 373]
listing-item: • ବିଶ୍ୱ ଡାକ ଦିବସ ପାଳନ, ସ୍ଥାନ: ମୁଖ୍ୟ ଡାକଘର, ସମୟ: ପୂର୍ବାହ୍ଣ ୧୦ଟା। bbox=[126, 280, 236, 313]
registration-dot bbox=[152, 2, 158, 8]
registration-marks-bottom-far-right bbox=[886, 1487, 919, 1493]
news-subheadline: ଭାରତ ସହ ଯୁଦ୍ଧ ... bbox=[240, 841, 333, 855]
satellite-weather-image bbox=[8, 1134, 239, 1494]
zodiac-symbol-icon: ♏ bbox=[739, 700, 761, 728]
zodiac-name: ମୀନ bbox=[727, 971, 773, 986]
section-header bbox=[798, 4, 927, 46]
news-paragraph: କୋଲକାତା ବୈଠକରେ ଯୋଗ ଦେବା ପରେ ମୁଖ୍ୟମନ୍ତ୍ରୀ ରାଜ୍ୟକୁ ଫେରିଛନ୍ତି। ବିମାନବନ୍ଦରରେ ତାଙ୍କୁ ଦଳୀୟ କର୍ମୀମାନେ ସ୍ୱାଗତ କରିଥିଲେ। ଏହି ଅବସରରେ ସେ ଗଣମାଧ୍ୟମ ପ୍ରତିନିଧିଙ୍କ ସହ କଥା ହୋଇ ରାଜ୍ୟର ବିକାଶ ପ୍ରସଙ୍ଗରେ ଆଲୋଚନା କରିଥିଲେ। ଆଗାମୀ ଦିନରେ ଅଧିକ ପୁଞ୍ଜି ବିନିଯୋଗ ଆସିବ ବୋଲି ସେ ଆଶା ପ୍ରକାଶ କରିଛନ୍ତି। bbox=[358, 836, 468, 982]
news-subheadline: ‘ଓଡ଼ିଶା ଛାଡ଼ିବାକୁ ମନ ନାହିଁ....’ bbox=[358, 988, 458, 1018]
registration-dot bbox=[32, 1487, 38, 1493]
news-subheadline: ୩ ବୈଜ୍ଞାନିକଙ୍କୁ ରସାୟନ... bbox=[358, 1163, 435, 1194]
horoscope-text: ଧାର୍ମିକ କାର୍ଯ୍ୟରେ ମନ ଲାଗିବ। ବ୍ୟବସାୟରେ ଲାଭର ସମ୍ଭାବନା ରହିଛି। ପରିବାରରେ ଶୁଭ କାର୍ଯ୍ୟର ଆଲୋଚନା ହେବ। ଅଯଥା ବିବାଦରୁ ଦୂରେଇ ରୁହନ୍ତୁ। ଦୂର ଯାତ୍ରାର ଯୋଗ ରହିଛି। ସନ୍ଧ୍ୟା ପରେ ବନ୍ଧୁଙ୍କ ସାକ୍ଷାତରେ ଆନନ୍ଦ ମିଳିବ। bbox=[780, 148, 938, 215]
horoscope-email: Email - pkmahapatro@gmail.com bbox=[772, 132, 892, 142]
zodiac-symbol-icon: ♌ bbox=[739, 484, 761, 512]
news-subheadline: ପାକିସ୍ତାନକୁ... bbox=[240, 1249, 307, 1264]
news-paragraph: ବହୁବର୍ଷ ଧରି ରାଜ୍ୟରେ କାର୍ଯ୍ୟ କରିଆସୁଥିବା ଜଣେ ବରିଷ୍ଠ ଅଧିକାରୀ ବିଦାୟ ବେଳେ ଭାବବିହ୍ୱଳ ହୋଇ କହିଥିଲେ ଯେ ଓଡ଼ିଶାର ମାଟି, ପାଣି ଓ ମଣିଷଙ୍କ ଭଲପାଇବା ଭୁଲିହେବ ନାହିଁ। ଏଠାକାର ସଂସ୍କୃତି ଓ ଆତିଥ୍ୟ ତାଙ୍କ ହୃଦୟରେ ଚିରଦିନ ରହିବ ବୋଲି ସେ କହିଛନ୍ତି। ସହକର୍ମୀମାନେ ତାଙ୍କୁ ବିଦାୟ ସମ୍ବର୍ଦ୍ଧନା ଜଣାଇଥିଲେ। bbox=[358, 1022, 468, 1158]
zodiac-symbol-icon: ♍ bbox=[739, 556, 761, 584]
listing-item: • କଳାକାର ମିଳନୋତ୍ସବ ଓ ସମ୍ମାନ ସମାରୋହ, ସ୍ଥାନ: ଟାଉନହଲ, ସମୟ: ସନ୍ଧ୍ୟା ୬ଟା। bbox=[362, 321, 472, 366]
registration-dot bbox=[168, 1487, 174, 1493]
listing-item: • ସୂଚନା ଓ ଲୋକସଂପର୍କ ବିଭାଗ ପକ୍ଷରୁ ରାଜ୍ୟସ୍ତରୀୟ କର୍ମଶାଳା, ସ୍ଥାନ: ଲୋକସେବା ଭବନ, ସମୟ: ପୂର୍ବାହ୍ଣ ୧୦ଟା। bbox=[8, 86, 118, 131]
registration-dot bbox=[700, 1487, 706, 1493]
listing-item: • ମହିଳା ସ୍ୱୟଂ ସହାୟକ ଗୋଷ୍ଠୀ ସମାବେଶ, ସ୍ଥାନ: ବ୍ଲକ ସମ୍ମିଳନୀ କକ୍ଷ, ସମୟ: ପୂର୍ବାହ୍ଣ ୧୧ଟା। bbox=[362, 501, 472, 546]
satellite-label: INSAT-3D IR bbox=[13, 1138, 53, 1145]
listing-item: • ଜିଲ୍ଲାସ୍ତରୀୟ ଯୁବ ସମାବେଶ, ସ୍ଥାନ: ଟାଉନହଲ, ସମୟ: ଅପରାହ୍ଣ ୩ଟା। bbox=[480, 305, 590, 339]
district-heading: ଜଗତସିଂହପୁର bbox=[267, 234, 331, 249]
listing-item: • ଯୋଗ ଓ ପ୍ରାଣାୟାମ ଶିବିର, ସ୍ଥାନ: ଇନ୍ଦିରା ଗାନ୍ଧୀ ପାର୍କ, ସମୟ: ସକାଳ ୬ଟା। bbox=[8, 255, 118, 288]
district-heading: ମୟୂରଭଞ୍ଜ bbox=[154, 161, 208, 176]
color-strip-square bbox=[439, 1484, 450, 1493]
humor-body: କୌଣସି ଯୋଜନାରେ ସଫଳ ହେବାକୁ ହେଲେ ନିଜକୁ ଦୁଇବାର ପରଖିବାକୁ ପଡ଼େ ବୋଲି ଗାଁ ବୁଢ଼ା କହନ୍ତି। ହେଲେ ରାଗ ଆସିଲେ ବୁଦ୍ଧି ଘୋଡ଼ାଏ ଚଢ଼ିଯାଏ। ସେତେବେଳେ ଯିଏ ଯାହା କହିଲେ ବି ଶୁଣାଯାଏ ନାହିଁ। ଏଣୁ ରାଗକୁ ସଂଯମ କରିବା ହିଁ ବଡ଼ କଥା। ଗାଁ ଦାଣ୍ଡରେ ଏ ନେଇ ଦିନସାରା ହସ ମଜଲିସ ଚାଲିଥିଲା। bbox=[15, 924, 230, 979]
horoscope-divider-rule bbox=[718, 66, 719, 1490]
district-heading: ଯାଜପୁର bbox=[279, 523, 319, 538]
registration-dot bbox=[886, 1487, 892, 1493]
listing-item: • ବଳରାମ ଦେବଙ୍କ ଜୟନ୍ତୀ ପାଳନ, ସ୍ଥାନ: ଟାଉନହଲ, ସମୟ: ପୂର୍ବାହ୍ଣ ୧୧ଟା। bbox=[598, 157, 710, 190]
listing-column-4 bbox=[362, 112, 472, 808]
zodiac-symbol-icon: ♒ bbox=[739, 916, 761, 944]
color-strip-square bbox=[450, 1484, 461, 1493]
listing-column-6 bbox=[598, 66, 710, 808]
